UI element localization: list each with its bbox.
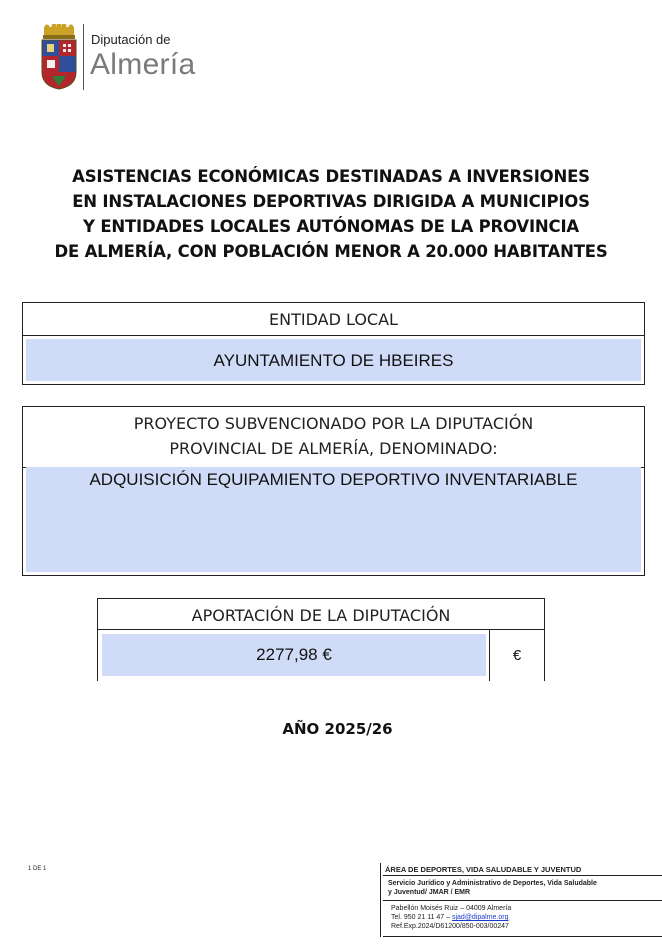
footer-divider (380, 863, 381, 937)
project-label-line: PROVINCIAL DE ALMERÍA, DENOMINADO: (169, 439, 498, 458)
contribution-label: APORTACIÓN DE LA DIPUTACIÓN (98, 599, 544, 630)
footer-reference: Ref.Exp.2024/D61200/850-003/00247 (391, 923, 509, 930)
header-logo (39, 24, 209, 92)
org-name-small: Diputación de (91, 32, 171, 47)
footer-rule (383, 936, 662, 937)
footer-email-link[interactable]: sjad@dipalme.org (451, 914, 509, 921)
project-label-line: PROYECTO SUBVENCIONADO POR LA DIPUTACIÓN (133, 414, 534, 433)
title-line: EN INSTALACIONES DEPORTIVAS DIRIGIDA A MUNICIPIOS (72, 192, 590, 211)
logo-divider (83, 24, 84, 90)
footer-service: Servicio Jurídico y Administrativo de Deportes, Vida Saludable y Juventud/ JMAR / EMR (388, 880, 597, 896)
footer-rule (383, 900, 662, 901)
footer-address: Pabellón Moisés Ruiz – 04009 Almería (391, 905, 512, 912)
project-value-field[interactable]: ADQUISICIÓN EQUIPAMIENTO DEPORTIVO INVENTARIABLE (26, 467, 641, 572)
contribution-box (97, 598, 545, 681)
coat-of-arms-icon (39, 24, 79, 90)
entity-box (22, 302, 645, 385)
footer-phone-line (391, 913, 511, 922)
footer-rule (383, 875, 662, 876)
entity-label: ENTIDAD LOCAL (23, 303, 644, 336)
document-title (0, 164, 662, 264)
project-label (23, 409, 644, 468)
footer-phone: Tel. 950 21 11 47 – (391, 914, 452, 921)
entity-value-field[interactable]: AYUNTAMIENTO DE HBEIRES (26, 339, 641, 381)
org-name-big: Almería (90, 48, 196, 81)
currency-symbol: € (512, 647, 522, 664)
project-box (22, 406, 645, 576)
footer-address-block (391, 904, 511, 931)
contribution-amount-field[interactable]: 2277,98 € (102, 634, 486, 676)
title-line: ASISTENCIAS ECONÓMICAS DESTINADAS A INVERSIONES (72, 167, 590, 186)
title-line: Y ENTIDADES LOCALES AUTÓNOMAS DE LA PROVINCIA (83, 217, 579, 236)
title-line: DE ALMERÍA, CON POBLACIÓN MENOR A 20.000 HABITANTES (54, 242, 608, 261)
year-label: AÑO 2025/26 (282, 720, 393, 738)
footer-area: ÁREA DE DEPORTES, VIDA SALUDABLE Y JUVENTUD (385, 865, 582, 874)
page-number: 1 DE 1 (28, 866, 47, 872)
footer-contact (380, 863, 662, 937)
